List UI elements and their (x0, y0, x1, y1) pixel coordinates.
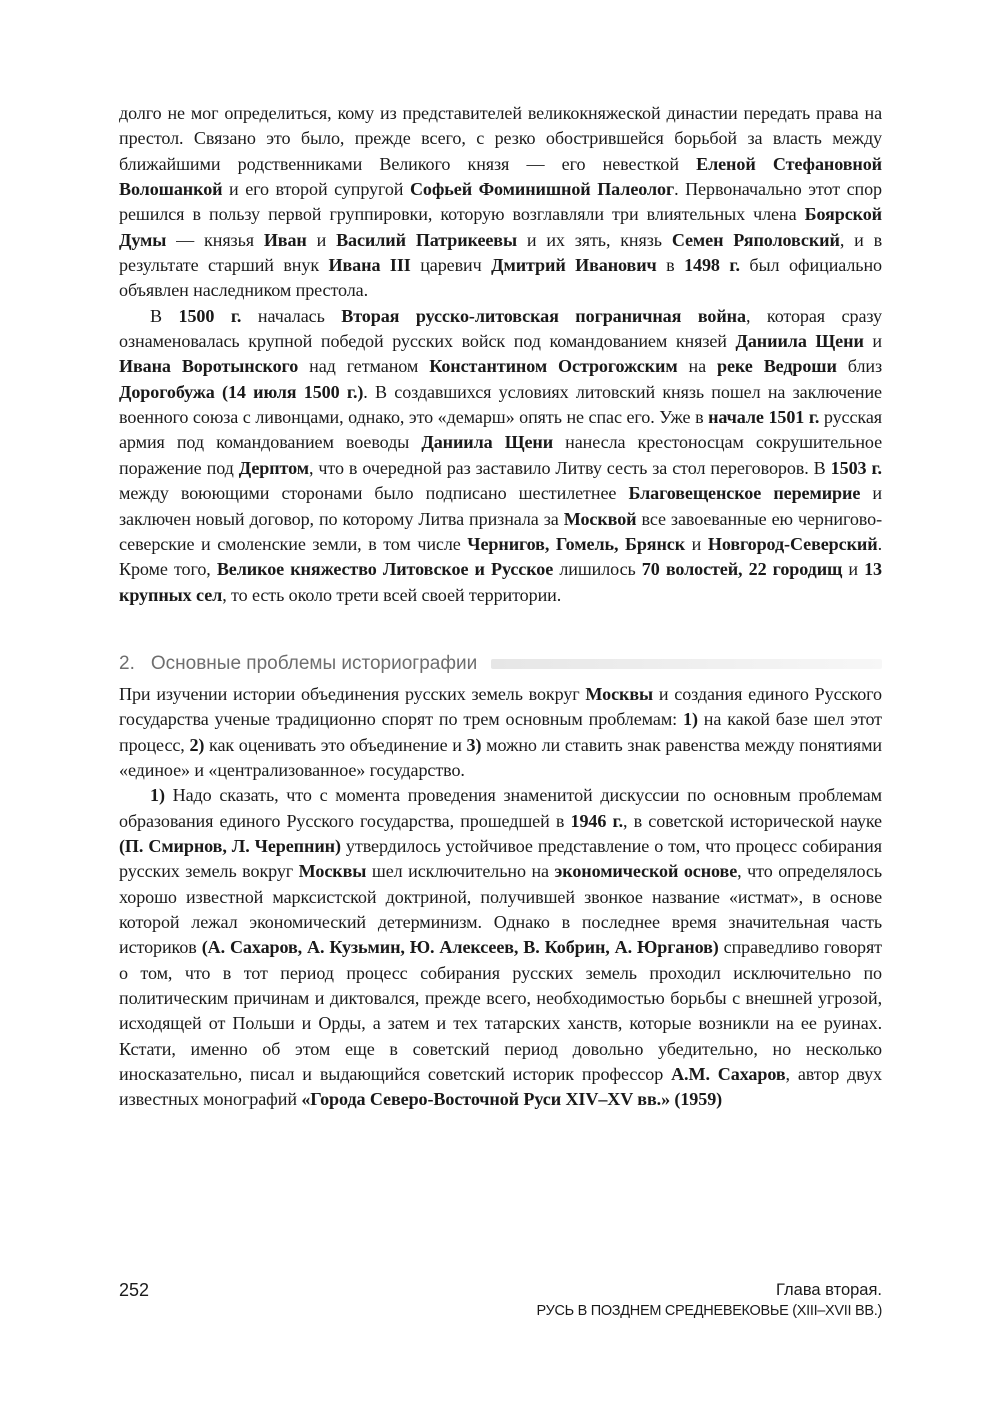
text-run: и (685, 533, 708, 554)
bold-text-run: Москвы (585, 683, 654, 704)
bold-text-run: А.М. Сахаров (671, 1064, 786, 1085)
text-run: и создания единого Русского государства ученые традиционно спорят по трем основным проблемам: (119, 683, 882, 730)
text-run: между воюющими сторонами было подписано шестилетнее (119, 483, 629, 504)
bold-text-run: Москвы (298, 861, 367, 882)
text-run: все завоеванные ею чернигово-северские и смоленские земли, в том числе (119, 508, 882, 554)
text-run: и (863, 331, 882, 352)
bold-text-run: Великое княжество Литовское и Русское (216, 559, 554, 580)
text-run: Надо сказать, что с момента проведения знаменитой дискуссии по основным проблемам образования единого Русского государства, прошедшей в (119, 785, 882, 831)
bold-text-run: Боярской Думы (119, 204, 882, 250)
bold-text-run: Чернигов, Гомель, Брянск (467, 533, 686, 554)
text-run: — князья (166, 229, 264, 250)
chapter-subtitle: РУСЬ В ПОЗДНЕМ СРЕДНЕВЕКОВЬЕ (XIII–XVII ВВ.) (536, 1303, 882, 1319)
bold-text-run: Дорогобужа (14 июля 1500 г.) (119, 381, 364, 402)
text-run: утвердилось устойчивое представление о том, что процесс собирания русских земель вокруг (119, 835, 882, 882)
bold-text-run: Вторая русско-литовская пограничная война (341, 305, 746, 326)
bold-text-run: 2) (189, 734, 205, 755)
text-run: . Кроме того, (119, 533, 882, 580)
bold-text-run: 1) (150, 785, 165, 806)
bold-text-run: «Города Северо-Восточной Руси XIV–XV вв.» (1959) (301, 1089, 723, 1110)
text-run: на какой базе шел этот процесс, (119, 709, 882, 755)
text-run: лишилось (553, 559, 642, 580)
paragraph-4 (119, 783, 882, 1112)
bold-text-run: Дмитрий Иванович (491, 255, 657, 276)
text-run: справедливо говорят о том, что в тот период процесс собирания русских земель проходил исключительно по политическим причинам и диктовался, прежде всего, необходимостью борьбы с внешней угрозой, исходящей от Польши и Орды, а затем и тех татарских ханств, которые возникли на ее руинах. Кстати, именно об этом еще в советский период довольно убедительно, но несколько иносказательно, писал и выдающийся советский историк профессор (119, 937, 882, 1085)
bold-text-run: 1946 г. (570, 810, 624, 831)
chapter-title: Глава вторая. (776, 1281, 882, 1299)
text-run: и заключен новый договор, по которому Литва признала за (119, 483, 883, 529)
bold-text-run: Семен Ряполовский (671, 229, 840, 250)
text-run: на (677, 356, 718, 377)
text-run: . В создавшихся условиях литовский князь пошел на заключение военного союза с ливонцами, однако, это «демарш» опять не спас его. Уже в (119, 381, 882, 428)
bold-text-run: Ивана III (328, 255, 411, 276)
paragraph-1 (119, 101, 882, 304)
text-run: , в советской исторической науке (623, 810, 882, 831)
text-run: началась (241, 305, 342, 326)
text-run: близ (836, 356, 883, 377)
section-number: 2. (119, 652, 135, 674)
bold-text-run: Москвой (563, 508, 637, 529)
text-run: . Первоначально этот спор решился в пользу первой группировки, которую возглавляли три влиятельных члена (119, 179, 883, 225)
section-title: Основные проблемы историографии (150, 652, 478, 674)
text-run: и (842, 559, 865, 580)
bold-text-run: Иван (263, 229, 307, 250)
text-run: в (656, 255, 685, 276)
bold-text-run: Даниила Щени (735, 331, 864, 352)
bold-text-run: 70 волостей, 22 городищ (641, 559, 843, 580)
bold-text-run: Дерптом (238, 457, 309, 478)
text-run: , что в очередной раз заставило Литву сесть за стол переговоров. В (308, 457, 831, 478)
text-block-1 (119, 101, 882, 608)
text-run: долго не мог определиться, кому из представителей великокняжеской династии передать права на престол. Связано это было, прежде всего, с резко обострившейся борьбой за власть между ближайшими родственниками Великого князя — его невесткой (119, 103, 882, 174)
bold-text-run: начале 1501 г. (708, 407, 820, 428)
text-run: как оценивать это объединение и (204, 734, 467, 755)
text-run: В (150, 305, 179, 326)
bold-text-run: (А. Сахаров, А. Кузьмин, Ю. Алексеев, В. Кобрин, А. Юрганов) (201, 937, 719, 958)
text-run: был официально объявлен наследником престола. (119, 255, 882, 301)
bold-text-run: Новгород-Северский (707, 533, 878, 554)
bold-text-run: 1500 г. (178, 305, 242, 326)
bold-text-run: Даниила Щени (421, 432, 554, 453)
text-run: шел исключительно на (366, 861, 555, 882)
section-heading (119, 651, 882, 677)
text-run: можно ли ставить знак равенства между понятиями «единое» и «централизованное» государство. (119, 734, 883, 780)
bold-text-run: экономической основе (554, 861, 738, 882)
text-run: , автор двух известных монографий (119, 1064, 882, 1110)
page-body (119, 101, 882, 1113)
bold-text-run: 1498 г. (684, 255, 740, 276)
heading-underlay-bar (491, 659, 882, 669)
paragraph-3 (119, 682, 882, 783)
bold-text-run: Софьей Фоминишной Палеолог (409, 179, 675, 200)
bold-text-run: Константином Острогожским (429, 356, 678, 377)
text-run: нанесла крестоносцам сокрушительное поражение под (119, 432, 882, 478)
text-run: царевич (410, 255, 492, 276)
bold-text-run: Ивана Воротынского (119, 356, 299, 377)
bold-text-run: 1) (683, 709, 698, 730)
text-run: и их зять, князь (517, 229, 672, 250)
text-run: над гетманом (298, 356, 430, 377)
text-run: При изучении истории объединения русских земель вокруг (119, 683, 586, 704)
text-run: русская армия под командованием воеводы (119, 407, 882, 453)
bold-text-run: 3) (466, 734, 482, 755)
bold-text-run: Благовещенское перемирие (628, 483, 861, 504)
bold-text-run: Василий Патрикеевы (336, 229, 518, 250)
page-number: 252 (119, 1280, 150, 1300)
bold-text-run: Еленой Стефановной Волошанкой (119, 153, 882, 200)
text-run: , что определялось хорошо известной марксистской доктриной, получившей звонкое название «истмат», в основе которой лежал экономический детерминизм. Однако в последнее время значительная часть историков (119, 861, 882, 958)
text-run: , и в результате старший внук (119, 229, 883, 276)
paragraph-2 (119, 304, 882, 608)
text-run: и его второй супругой (222, 179, 410, 200)
text-run: , то есть около трети всей своей территории. (222, 584, 562, 605)
text-run: , которая сразу ознаменовалась крупной победой русских войск под командованием князей (119, 305, 882, 352)
bold-text-run: 1503 г. (830, 457, 882, 478)
text-run: и (306, 229, 337, 250)
bold-text-run: (П. Смирнов, Л. Черепнин) (119, 835, 341, 856)
bold-text-run: 13 крупных сел (119, 559, 882, 605)
running-header (537, 1280, 882, 1322)
bold-text-run: реке Ведроши (717, 356, 837, 377)
text-block-2 (119, 682, 882, 1113)
